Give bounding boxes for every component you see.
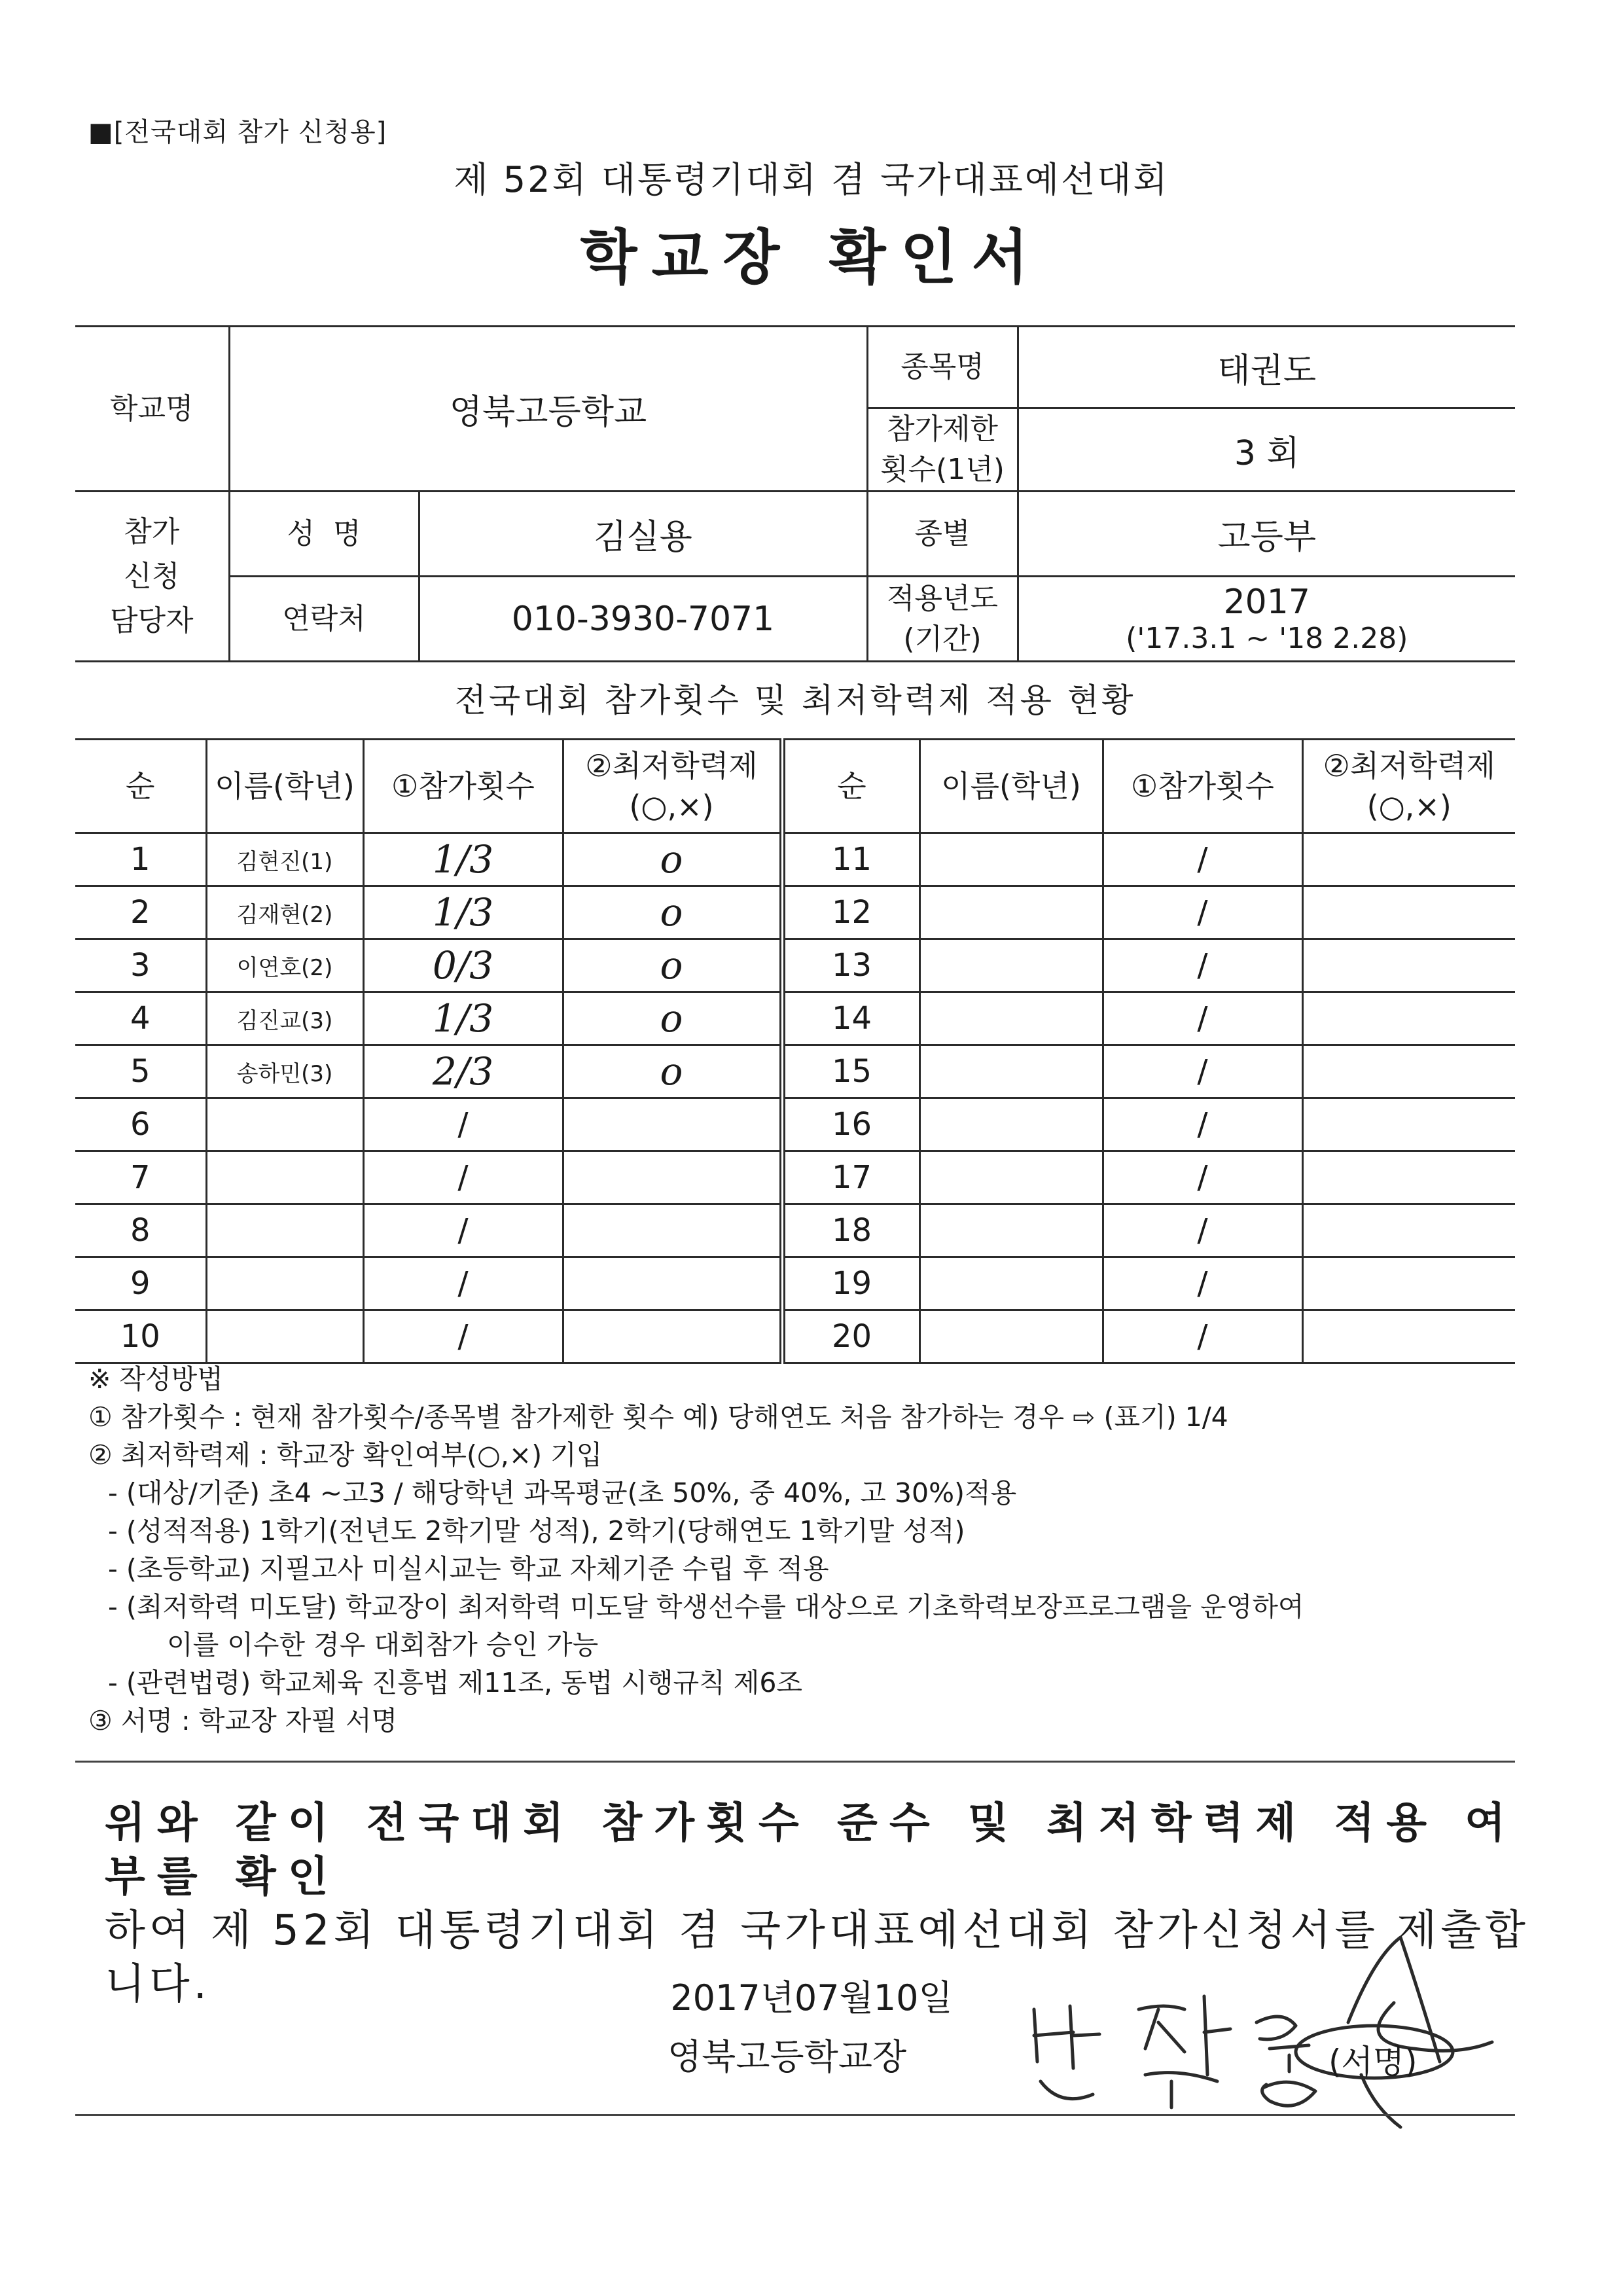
participation-count: /	[363, 1151, 563, 1204]
participation-count: 1/3	[363, 992, 563, 1045]
row-number: 8	[75, 1204, 206, 1257]
col-min-right-line2: (○,×)	[1366, 789, 1452, 824]
col-name-right: 이름(학년)	[919, 740, 1103, 833]
document-subtitle: 제 52회 대통령기대회 겸 국가대표예선대회	[454, 159, 1169, 200]
min-academic-check	[1302, 992, 1515, 1045]
col-min-right	[1302, 740, 1515, 833]
note-2a: - (대상/기준) 초4 ~고3 / 해당학년 과목평균(초 50%, 중 40%, 고 30%)적용	[108, 1477, 1017, 1509]
row-number: 20	[782, 1310, 919, 1363]
student-name: 김재현(2)	[206, 886, 363, 939]
min-academic-check	[1302, 1310, 1515, 1363]
school-name: 영북고등학교	[229, 327, 867, 492]
row-number: 18	[782, 1204, 919, 1257]
student-name	[919, 1257, 1103, 1310]
issue-date: 2017년07월10일	[670, 1977, 953, 2018]
limit-label	[867, 408, 1018, 492]
limit-value: 3 회	[1018, 408, 1515, 492]
participation-count: 0/3	[363, 939, 563, 992]
student-name: 이연호(2)	[206, 939, 363, 992]
min-academic-check	[1302, 1151, 1515, 1204]
person-label	[75, 492, 229, 662]
row-number: 17	[782, 1151, 919, 1204]
divider-bottom	[75, 2114, 1515, 2116]
table-row	[75, 886, 1515, 939]
confirmation-line1: 위와 같이 전국대회 참가횟수 준수 및 최저학력제 적용 여부를 확인	[105, 1799, 1518, 1901]
year-value-text: 2017	[1223, 583, 1310, 622]
participation-count: /	[363, 1204, 563, 1257]
student-name	[206, 1310, 363, 1363]
applicant-info-table	[75, 325, 1515, 662]
min-academic-check: o	[563, 1045, 782, 1098]
student-name	[919, 1151, 1103, 1204]
table-row	[75, 1098, 1515, 1151]
col-name-left: 이름(학년)	[206, 740, 363, 833]
row-number: 10	[75, 1310, 206, 1363]
participation-count: 1/3	[363, 886, 563, 939]
col-min-left	[563, 740, 782, 833]
form-type-tag: ■[전국대회 참가 신청용]	[88, 117, 387, 147]
note-3: ③ 서명 : 학교장 자필 서명	[88, 1705, 398, 1736]
participation-count: /	[1103, 886, 1302, 939]
table-row	[75, 1257, 1515, 1310]
col-min-left-line1: ②최저학력제	[585, 748, 758, 783]
min-academic-check	[563, 1151, 782, 1204]
row-number: 9	[75, 1257, 206, 1310]
table-row	[75, 1310, 1515, 1363]
table-row	[75, 1151, 1515, 1204]
table-row	[75, 833, 1515, 886]
name-label: 성 명	[229, 492, 419, 577]
min-academic-check	[563, 1204, 782, 1257]
table-row	[75, 1204, 1515, 1257]
participation-count: /	[363, 1257, 563, 1310]
row-number: 16	[782, 1098, 919, 1151]
student-name	[919, 1098, 1103, 1151]
event-label: 종목명	[867, 327, 1018, 408]
document-title: 학교장 확인서	[580, 223, 1043, 292]
person-name: 김실용	[419, 492, 867, 577]
col-count-right: ①참가횟수	[1103, 740, 1302, 833]
student-name: 송하민(3)	[206, 1045, 363, 1098]
row-number: 4	[75, 992, 206, 1045]
participation-count: /	[1103, 1257, 1302, 1310]
status-section-title: 전국대회 참가횟수 및 최저학력제 적용 현황	[454, 681, 1136, 719]
student-name	[919, 992, 1103, 1045]
year-label	[867, 577, 1018, 662]
signer-title: 영북고등학교장	[668, 2036, 907, 2077]
participation-count: /	[1103, 1098, 1302, 1151]
row-number: 11	[782, 833, 919, 886]
participation-count: /	[1103, 1151, 1302, 1204]
row-number: 2	[75, 886, 206, 939]
sign-label: (서명)	[1329, 2043, 1418, 2081]
student-name	[206, 1204, 363, 1257]
limit-label-line1: 참가제한	[886, 412, 998, 446]
min-academic-check	[1302, 939, 1515, 992]
min-academic-check	[1302, 886, 1515, 939]
participation-count: /	[363, 1310, 563, 1363]
row-number: 15	[782, 1045, 919, 1098]
row-number: 5	[75, 1045, 206, 1098]
person-label-line3: 담당자	[109, 603, 194, 637]
student-name	[919, 1045, 1103, 1098]
participation-table	[75, 738, 1515, 1364]
contact-value: 010-3930-7071	[419, 577, 867, 662]
min-academic-check	[563, 1098, 782, 1151]
row-number: 3	[75, 939, 206, 992]
notes-heading: ※ 작성방법	[88, 1363, 223, 1395]
min-academic-check: o	[563, 939, 782, 992]
participation-count: /	[363, 1098, 563, 1151]
student-name: 김현진(1)	[206, 833, 363, 886]
school-label: 학교명	[75, 327, 229, 492]
instructions	[88, 1360, 1304, 1740]
table-row	[75, 992, 1515, 1045]
col-count-left: ①참가횟수	[363, 740, 563, 833]
min-academic-check	[563, 1257, 782, 1310]
row-number: 6	[75, 1098, 206, 1151]
col-min-left-line2: (○,×)	[629, 789, 714, 824]
min-academic-check	[1302, 1045, 1515, 1098]
confirmation-line2: 하여 제 52회 대통령기대회 겸 국가대표예선대회 참가신청서를 제출합니다.	[105, 1907, 1529, 2009]
min-academic-check: o	[563, 833, 782, 886]
row-number: 1	[75, 833, 206, 886]
table-row	[75, 1045, 1515, 1098]
student-name: 김진교(3)	[206, 992, 363, 1045]
row-number: 19	[782, 1257, 919, 1310]
min-academic-check	[1302, 833, 1515, 886]
table-row	[75, 939, 1515, 992]
min-academic-check: o	[563, 992, 782, 1045]
participation-count: /	[1103, 1310, 1302, 1363]
row-number: 12	[782, 886, 919, 939]
year-value	[1018, 577, 1515, 662]
limit-label-line2: 횟수(1년)	[880, 453, 1005, 486]
note-2d-cont: 이를 이수한 경우 대회참가 승인 가능	[167, 1629, 599, 1660]
year-label-line2: (기간)	[903, 622, 982, 656]
row-number: 13	[782, 939, 919, 992]
min-academic-check	[1302, 1204, 1515, 1257]
division-label: 종별	[867, 492, 1018, 577]
row-number: 14	[782, 992, 919, 1045]
student-name	[919, 833, 1103, 886]
note-2: ② 최저학력제 : 학교장 확인여부(○,×) 기입	[88, 1439, 603, 1471]
note-2c: - (초등학교) 지필고사 미실시교는 학교 자체기준 수립 후 적용	[108, 1553, 829, 1585]
participation-count: 2/3	[363, 1045, 563, 1098]
min-academic-check	[1302, 1098, 1515, 1151]
year-label-line1: 적용년도	[886, 581, 998, 615]
divider-top	[75, 1761, 1515, 1763]
min-academic-check	[1302, 1257, 1515, 1310]
participation-count: 1/3	[363, 833, 563, 886]
participation-count: /	[1103, 1045, 1302, 1098]
contact-label: 연락처	[229, 577, 419, 662]
student-name	[919, 1310, 1103, 1363]
row-number: 7	[75, 1151, 206, 1204]
student-name	[919, 886, 1103, 939]
min-academic-check	[563, 1310, 782, 1363]
min-academic-check: o	[563, 886, 782, 939]
student-name	[919, 939, 1103, 992]
participation-count: /	[1103, 833, 1302, 886]
note-2e: - (관련법령) 학교체육 진흥법 제11조, 동법 시행규칙 제6조	[108, 1667, 803, 1698]
col-no-left: 순	[75, 740, 206, 833]
principal-signature	[1008, 1911, 1518, 2160]
student-name	[919, 1204, 1103, 1257]
note-2b: - (성적적용) 1학기(전년도 2학기말 성적), 2학기(당해연도 1학기말 성적)	[108, 1515, 965, 1547]
student-name	[206, 1098, 363, 1151]
person-label-line2: 신청	[124, 559, 180, 593]
event-name: 태권도	[1018, 327, 1515, 408]
student-name	[206, 1257, 363, 1310]
participation-count: /	[1103, 1204, 1302, 1257]
note-2d: - (최저학력 미도달) 학교장이 최저학력 미도달 학생선수를 대상으로 기초학력보장프로그램을 운영하여	[108, 1591, 1304, 1623]
student-name	[206, 1151, 363, 1204]
year-period-text: ('17.3.1 ~ '18 2.28)	[1126, 622, 1408, 655]
note-1: ① 참가횟수 : 현재 참가횟수/종목별 참가제한 횟수 예) 당해연도 처음 참가하는 경우 ⇨ (표기) 1/4	[88, 1401, 1228, 1433]
participation-count: /	[1103, 992, 1302, 1045]
col-min-right-line1: ②최저학력제	[1323, 748, 1495, 783]
person-label-line1: 참가	[124, 514, 180, 548]
division-value: 고등부	[1018, 492, 1515, 577]
col-no-right: 순	[782, 740, 919, 833]
participation-count: /	[1103, 939, 1302, 992]
